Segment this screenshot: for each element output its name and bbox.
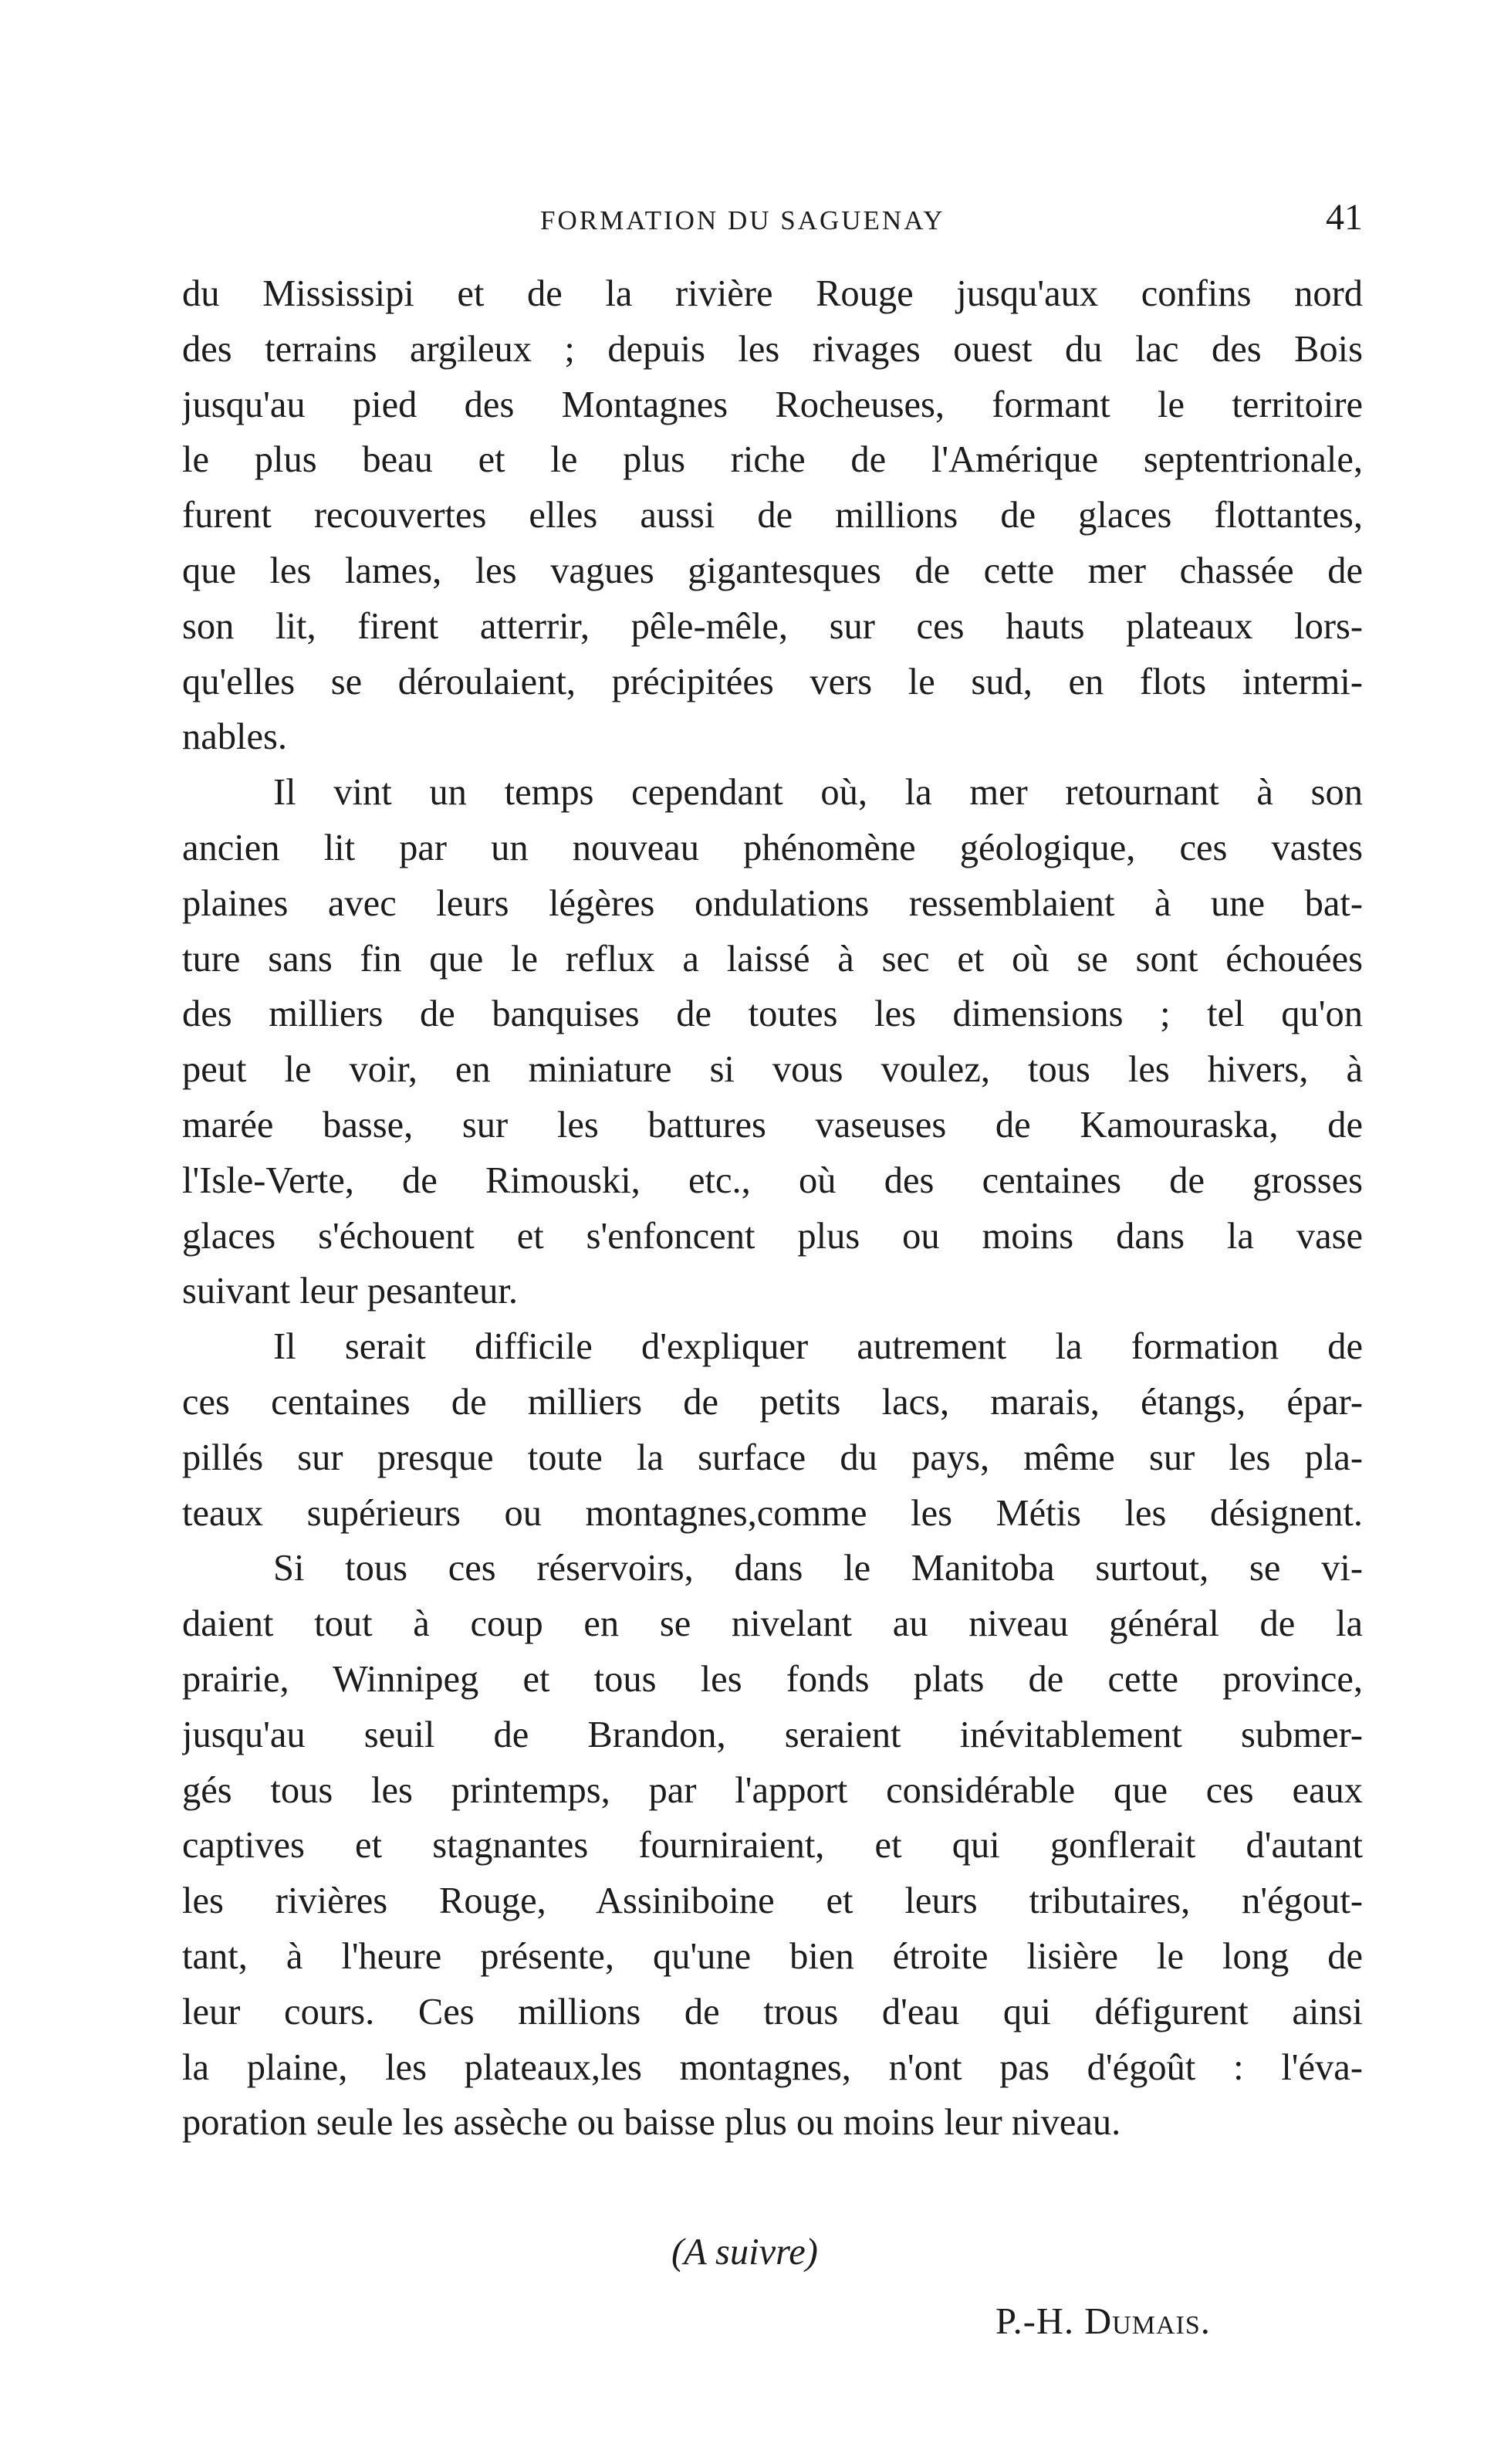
text-line: Si tous ces réservoirs, dans le Manitoba surtout, se vi- [273, 1548, 1363, 1589]
paragraph [182, 1319, 1363, 1541]
text-line: ces centaines de milliers de petits lacs, marais, étangs, épar- [182, 1381, 1363, 1423]
text-line: glaces s'échouent et s'enfoncent plus ou moins dans la vase [182, 1215, 1363, 1257]
text-line: Il serait difficile d'expliquer autrement la formation de [273, 1326, 1363, 1368]
text-line: gés tous les printemps, par l'apport considérable que ces eaux [182, 1769, 1363, 1811]
text-line: ancien lit par un nouveau phénomène géologique, ces vastes [182, 827, 1363, 868]
text-line: qu'elles se déroulaient, précipitées vers le sud, en flots intermi- [182, 661, 1363, 702]
text-line: captives et stagnantes fourniraient, et qui gonflerait d'autant [182, 1825, 1363, 1867]
page-number: 41 [1326, 197, 1363, 238]
text-line: daient tout à coup en se nivelant au niveau général de la [182, 1603, 1363, 1645]
text-line: plaines avec leurs légères ondulations ressemblaient à une bat- [182, 882, 1363, 924]
paragraph [182, 1541, 1363, 2151]
text-line: poration seule les assèche ou baisse plus ou moins leur niveau. [182, 2102, 1121, 2144]
text-line: peut le voir, en miniature si vous voulez, tous les hivers, à [182, 1049, 1363, 1091]
text-line: suivant leur pesanteur. [182, 1271, 519, 1312]
text-line: le plus beau et le plus riche de l'Amérique septentrionale, [182, 439, 1363, 481]
text-line: des milliers de banquises de toutes les dimensions ; tel qu'on [182, 993, 1363, 1035]
continuation-note: (A suivre) [671, 2232, 818, 2273]
text-line: ture sans fin que le reflux a laissé à sec et où se sont échouées [182, 938, 1363, 980]
text-line: tant, à l'heure présente, qu'une bien étroite lisière le long de [182, 1935, 1363, 1977]
text-line: des terrains argileux ; depuis les rivages ouest du lac des Bois [182, 328, 1363, 370]
text-line: leur cours. Ces millions de trous d'eau qui défigurent ainsi [182, 1991, 1363, 2032]
author-signature: P.-H. Dumais. [995, 2301, 1211, 2342]
paragraph [182, 266, 1363, 765]
text-line: pillés sur presque toute la surface du pays, même sur les pla- [182, 1437, 1363, 1478]
text-line: son lit, firent atterrir, pêle-mêle, sur ces hauts plateaux lors- [182, 605, 1363, 647]
page-header [182, 191, 1363, 245]
text-line: marée basse, sur les battures vaseuses de Kamouraska, de [182, 1104, 1363, 1146]
text-line: la plaine, les plateaux,les montagnes, n'ont pas d'égoût : l'éva- [182, 2046, 1363, 2088]
text-line: les rivières Rouge, Assiniboine et leurs tributaires, n'égout- [182, 1880, 1363, 1922]
text-line: furent recouvertes elles aussi de millions de glaces flottantes, [182, 495, 1363, 536]
paragraph [182, 765, 1363, 1319]
body-text [182, 266, 1363, 2151]
text-line: du Mississipi et de la rivière Rouge jusqu'aux confins nord [182, 273, 1363, 314]
text-line: jusqu'au seuil de Brandon, seraient inévitablement submer- [182, 1714, 1363, 1755]
text-line: que les lames, les vagues gigantesques de cette mer chassée de [182, 550, 1363, 591]
running-title: FORMATION DU SAGUENAY [540, 205, 945, 235]
text-line: Il vint un temps cependant où, la mer retournant à son [273, 772, 1363, 814]
text-line: teaux supérieurs ou montagnes,comme les Métis les désignent. [182, 1492, 1363, 1534]
text-line: nables. [182, 716, 288, 758]
text-line: prairie, Winnipeg et tous les fonds plats de cette province, [182, 1658, 1363, 1700]
text-line: l'Isle-Verte, de Rimouski, etc., où des centaines de grosses [182, 1159, 1363, 1201]
text-line: jusqu'au pied des Montagnes Rocheuses, formant le territoire [182, 384, 1363, 425]
